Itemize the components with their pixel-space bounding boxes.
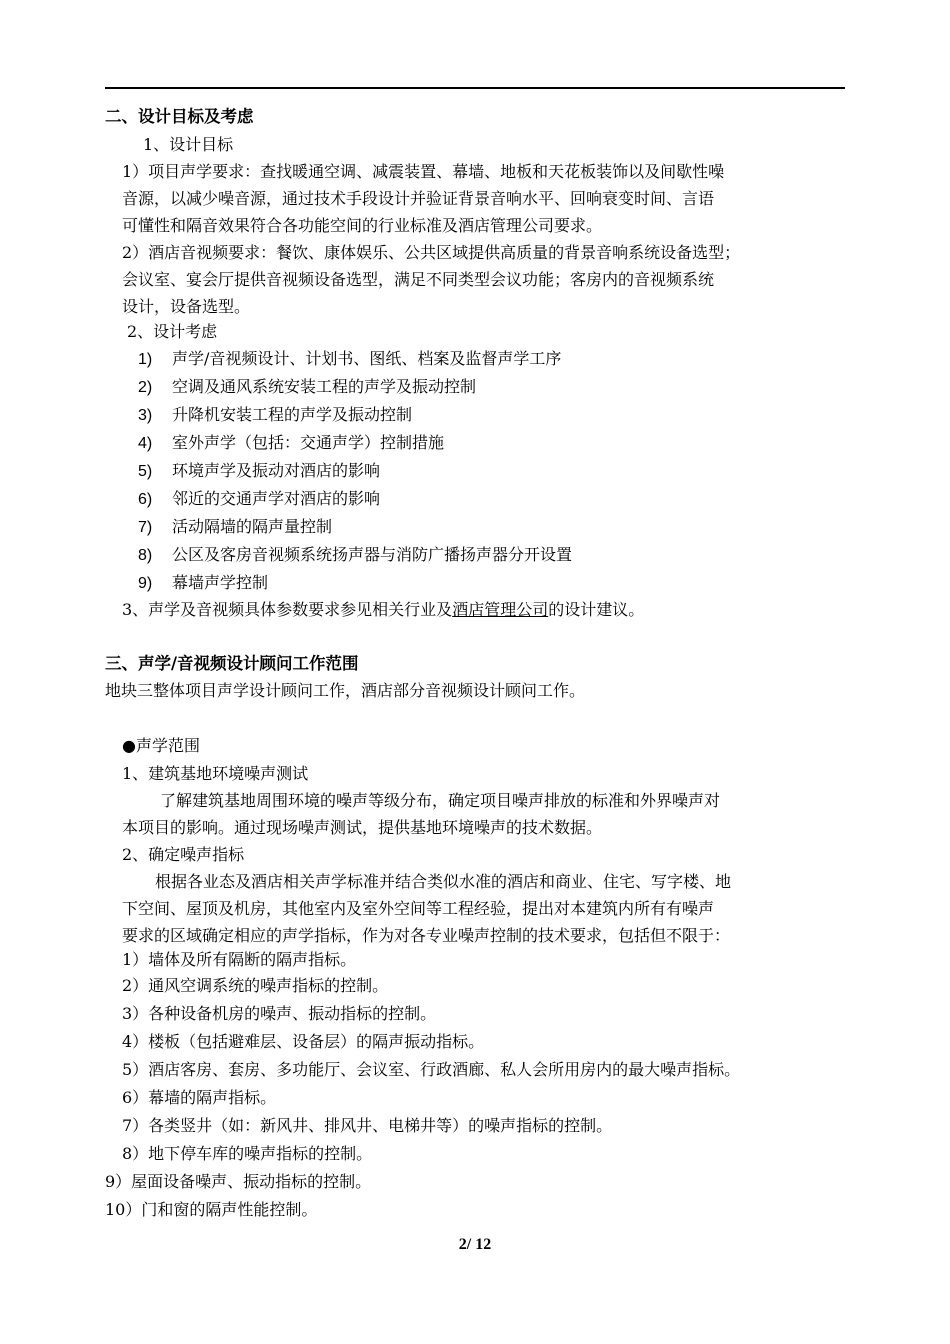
- goal-line: 音源，以减少噪音源，通过技术手段设计并验证背景音响水平、回响衰变时间、言语: [122, 189, 715, 208]
- paragraph-line: 要求的区域确定相应的声学指标，作为对各专业噪声控制的技术要求，包括但不限于：: [122, 926, 731, 945]
- noise-index-title: 2、确定噪声指标: [122, 845, 245, 864]
- section3-heading: 三、声学/音视频设计顾问工作范围: [105, 654, 359, 673]
- goal-line: 会议室、宴会厅提供音视频设备选型，满足不同类型会议功能；客房内的音视频系统: [122, 270, 715, 289]
- design-reference-note: 3、声学及音视频具体参数要求参见相关行业及酒店管理公司的设计建议。: [122, 600, 645, 619]
- consider-item: 1) 声学/音视频设计、计划书、图纸、档案及监督声学工序: [138, 349, 562, 368]
- paragraph-line: 根据各业态及酒店相关声学标准并结合类似水准的酒店和商业、住宅、写字楼、地: [155, 872, 732, 891]
- index-item: 8）地下停车库的噪声指标的控制。: [122, 1144, 373, 1163]
- paragraph-line: 下空间、屋顶及机房，其他室内及室外空间等工程经验，提出对本建筑内所有有噪声: [122, 899, 715, 918]
- section3-intro: 地块三整体项目声学设计顾问工作，酒店部分音视频设计顾问工作。: [105, 681, 586, 700]
- consider-item: 7) 活动隔墙的隔声量控制: [138, 517, 333, 536]
- design-consider-title: 2、设计考虑: [127, 322, 218, 341]
- index-item: 10）门和窗的隔声性能控制。: [105, 1200, 318, 1219]
- index-item: 7）各类竖井（如：新风井、排风井、电梯井等）的噪声指标的控制。: [122, 1116, 613, 1135]
- goal-line: 可懂性和隔音效果符合各功能空间的行业标准及酒店管理公司要求。: [122, 216, 603, 235]
- goal-line: 2）酒店音视频要求：餐饮、康体娱乐、公共区域提供高质量的背景音响系统设备选型；: [122, 243, 741, 262]
- paragraph-line: 本项目的影响。通过现场噪声测试，提供基地环境噪声的技术数据。: [122, 818, 603, 837]
- hotel-management-link[interactable]: 酒店管理公司: [452, 600, 549, 619]
- acoustic-scope-bullet: ●声学范围: [122, 736, 200, 755]
- consider-item: 4) 室外声学（包括：交通声学）控制措施: [138, 433, 445, 452]
- consider-item: 5) 环境声学及振动对酒店的影响: [138, 461, 381, 480]
- consider-item: 6) 邻近的交通声学对酒店的影响: [138, 489, 381, 508]
- site-noise-test-title: 1、建筑基地环境噪声测试: [122, 764, 309, 783]
- consider-item: 2) 空调及通风系统安装工程的声学及振动控制: [138, 377, 477, 396]
- section2-heading: 二、设计目标及考虑: [105, 107, 254, 126]
- consider-item: 9) 幕墙声学控制: [138, 573, 269, 592]
- index-item: 6）幕墙的隔声指标。: [122, 1088, 277, 1107]
- paragraph-line: 了解建筑基地周围环境的噪声等级分布，确定项目噪声排放的标准和外界噪声对: [160, 791, 721, 810]
- index-item: 3）各种设备机房的噪声、振动指标的控制。: [122, 1004, 437, 1023]
- index-item: 9）屋面设备噪声、振动指标的控制。: [105, 1172, 372, 1191]
- index-item: 5）酒店客房、套房、多功能厅、会议室、行政酒廊、私人会所用房内的最大噪声指标。: [122, 1060, 741, 1079]
- header-rule: [105, 87, 845, 89]
- consider-item: 3) 升降机安装工程的声学及振动控制: [138, 405, 413, 424]
- index-item: 2）通风空调系统的噪声指标的控制。: [122, 976, 389, 995]
- consider-item: 8) 公区及客房音视频系统扬声器与消防广播扬声器分开设置: [138, 545, 573, 564]
- design-goal-title: 1、设计目标: [143, 135, 234, 154]
- index-item: 4）楼板（包括避难层、设备层）的隔声振动指标。: [122, 1032, 485, 1051]
- index-item: 1）墙体及所有隔断的隔声指标。: [122, 950, 357, 969]
- goal-line: 设计，设备选型。: [122, 297, 251, 316]
- goal-line: 1）项目声学要求：查找暖通空调、减震装置、幕墙、地板和天花板装饰以及间歇性噪: [122, 162, 725, 181]
- page-number: 2/ 12: [458, 1236, 492, 1253]
